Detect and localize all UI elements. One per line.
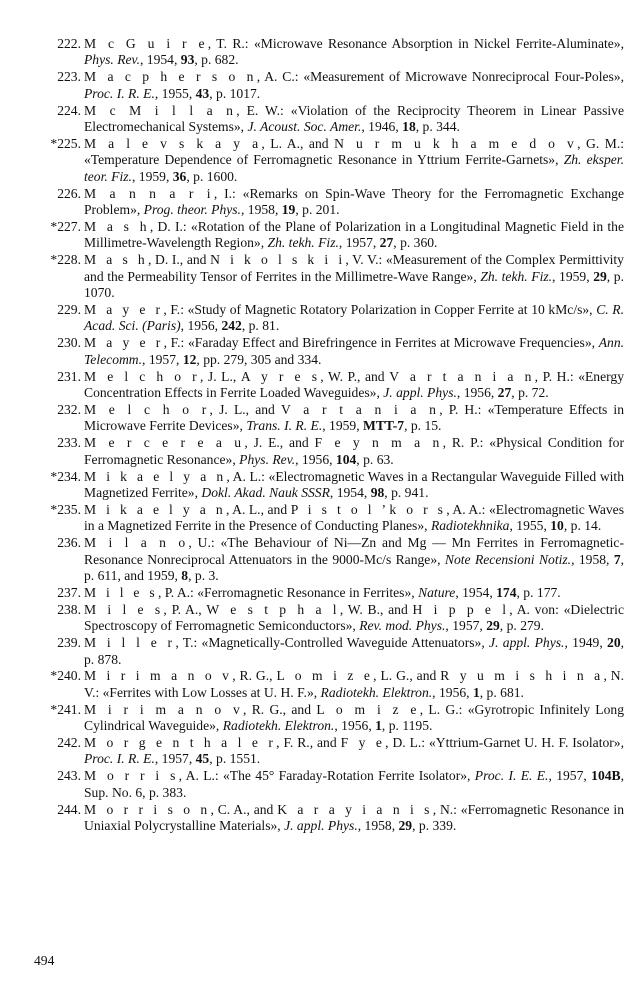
reference-text-run: , R. G., — [232, 668, 277, 684]
reference-number: *228. — [50, 252, 81, 268]
reference-text — [84, 802, 624, 835]
author-name: M c G u i r e — [84, 36, 208, 51]
journal-title: J. appl. Phys. — [383, 385, 457, 401]
reference-text — [84, 668, 624, 701]
reference-text-run: , A. L., and — [225, 501, 291, 517]
author-name: M o r g e n t h a l e r — [84, 735, 277, 751]
volume-number: 20 — [607, 635, 621, 651]
reference-text-run: , A. A.: «Electromagnetic Waves in a Magnetized Ferrite in the Presence of Conducting Planes», — [84, 501, 625, 534]
author-name: M i k a e l y a n — [84, 501, 226, 517]
volume-number: 36 — [172, 168, 187, 184]
reference-text-run: , V. V.: «Measurement of the Complex Permittivity and the Permeability Tensor of Ferrites in the Millimetre-Wave Range», — [84, 252, 624, 284]
reference-number: *241. — [50, 701, 81, 717]
reference-entry — [34, 103, 624, 136]
reference-text-run: , D. I., and — [147, 252, 211, 268]
journal-title: Rev. mod. Phys. — [359, 618, 446, 634]
volume-number: 29 — [593, 268, 607, 284]
reference-text-run: , A. L.: «The 45° Faraday-Rotation Ferrite Isolator», — [178, 768, 475, 784]
reference-text-run: , T. R.: «Microwave Resonance Absorption in Nickel Ferrite-Aluminate», — [207, 36, 624, 51]
reference-text-run: , p. 360. — [393, 235, 438, 251]
reference-number: 223. — [57, 69, 81, 85]
reference-number: 237. — [57, 584, 81, 600]
reference-text-run: , W. P., and — [320, 368, 390, 384]
journal-title: Radiotekh. Elektron. — [320, 684, 433, 700]
reference-text-run: , 1958, — [240, 202, 282, 218]
author-name: V a r t a n i a n — [281, 401, 440, 417]
journal-title: C. R. Acad. Sci. (Paris) — [84, 302, 624, 334]
author-name: M a y e r — [84, 302, 164, 317]
reference-text-run: , D. I.: «Rotation of the Plane of Polarization in a Longitudinal Magnetic Field in the Millimetre-Wavelength Region», — [84, 218, 624, 251]
author-name: M c M i l l a n — [84, 102, 237, 118]
reference-text-run: , E. W.: «Violation of the Reciprocity Theorem in Linear Passive Electromechanical Systems», — [84, 102, 624, 135]
author-name: H i p p e l — [412, 601, 510, 617]
volume-number: 19 — [281, 202, 296, 218]
reference-text — [84, 735, 624, 768]
author-name: P i s t o l ’k o r s — [290, 501, 447, 517]
journal-title: Phys. Rev. — [84, 52, 140, 68]
reference-text-run: , p. 1600. — [186, 168, 238, 184]
reference-text-run: , p. 81. — [241, 318, 280, 334]
reference-text-run: , p. 878. — [84, 635, 625, 667]
author-name: M e l c h o r — [84, 401, 210, 417]
reference-text-run: , p. 15. — [404, 418, 442, 434]
author-name: R y u m i s h i n a — [440, 668, 604, 684]
reference-text-run: , 1957, — [338, 235, 380, 251]
reference-text-run: , J. L., and — [209, 401, 282, 417]
reference-entry — [34, 69, 624, 102]
journal-title: Proc. I. R. E. — [84, 751, 155, 767]
reference-text-run: , I.: «Remarks on Spin-Wave Theory for the Ferromagnetic Exchange Problem», — [84, 185, 624, 218]
reference-text-run: , p. 72. — [511, 385, 549, 401]
journal-title: Zh. tekh. Fiz. — [267, 235, 339, 251]
reference-text-run: , p. 611, and 1959, — [84, 551, 625, 583]
author-name: M a s h — [84, 218, 150, 234]
reference-entry — [34, 668, 624, 701]
reference-text — [84, 103, 624, 136]
reference-text-run: , 1957, — [445, 618, 487, 634]
reference-text-run: , D. L.: «Yttrium-Garnet U. H. F. Isolator», — [385, 735, 625, 751]
reference-entry — [34, 702, 624, 735]
reference-entry — [34, 585, 624, 601]
author-name: N u r m u k h a m e d o v — [334, 135, 578, 151]
reference-text-run: , P. H.: «Energy Concentration Effects in Ferrite Loaded Waveguides», — [84, 368, 624, 401]
author-name: M i r i m a n o v — [84, 701, 244, 717]
page-number: 494 — [34, 953, 55, 968]
reference-text-run: , p. 201. — [295, 202, 340, 218]
reference-text-run: , A. von: «Dielectric Spectroscopy of Ferromagnetic Semiconductors», — [84, 601, 624, 634]
reference-entry — [34, 602, 624, 635]
reference-text-run: , N.: «Ferromagnetic Resonance in Uniaxial Polycrystalline Materials», — [84, 801, 624, 834]
journal-title: Phys. Rev. — [239, 451, 296, 467]
reference-text-run: , 1954, — [139, 52, 181, 68]
volume-number: 93 — [180, 52, 195, 68]
journal-title: Nature — [418, 584, 456, 600]
reference-text-run: , 1956, — [456, 385, 498, 401]
reference-text-run: , 1956, — [432, 684, 473, 700]
author-name: F e y n m a n — [314, 435, 443, 451]
reference-text-run: , R. P.: «Physical Condition for Ferromagnetic Resonance», — [84, 435, 624, 467]
author-name: M a s h — [84, 252, 148, 268]
volume-number: 43 — [195, 85, 210, 101]
volume-number: 29 — [486, 618, 500, 634]
reference-list — [34, 36, 624, 835]
author-name: M o r r i s o n — [84, 801, 211, 817]
journal-title: Prog. theor. Phys. — [143, 202, 241, 218]
author-name: M e r c e r e a u — [84, 435, 245, 451]
author-name: M a c p h e r s o n — [84, 69, 257, 85]
reference-text — [84, 502, 624, 535]
author-name: M e l c h o r — [84, 368, 200, 384]
reference-text — [84, 252, 624, 301]
reference-text — [84, 186, 624, 219]
author-name: L o m i z e — [316, 701, 420, 717]
reference-number: 229. — [57, 302, 81, 317]
reference-entry — [34, 469, 624, 502]
reference-number: *225. — [50, 135, 81, 151]
volume-number: 104B — [591, 768, 621, 784]
reference-text-run: , 1954, — [455, 584, 497, 600]
reference-text-run: , R. G., and — [243, 701, 317, 717]
reference-text-run: , pp. 279, 305 and 334. — [196, 351, 322, 367]
volume-number: 29 — [398, 818, 413, 834]
author-name: N i k o l s k i i — [210, 252, 346, 268]
reference-entry — [34, 186, 624, 219]
reference-number: *227. — [50, 218, 81, 234]
author-name: M i l l e r — [84, 635, 176, 651]
reference-text-run: , A. C.: «Measurement of Microwave Nonreciprocal Four-Poles», — [256, 69, 625, 85]
volume-number: 1 — [472, 684, 480, 700]
reference-text-run: , 1959, — [552, 268, 594, 284]
reference-entry — [34, 635, 624, 668]
author-name: M a n n a r i — [84, 185, 214, 201]
reference-text — [84, 435, 624, 468]
reference-entry — [34, 252, 624, 301]
reference-number: 239. — [57, 635, 81, 651]
reference-text-run: , A. L.: «Electromagnetic Waves in a Rectangular Waveguide Filled with Magnetized Ferrite», — [84, 468, 624, 500]
reference-entry — [34, 802, 624, 835]
reference-text-run: , P. A., — [163, 601, 207, 617]
journal-title: Zh. tekh. Fiz. — [480, 268, 553, 284]
reference-text-run: , 1959, — [322, 418, 364, 434]
reference-text-run: , p. 1195. — [381, 718, 433, 734]
reference-text — [84, 402, 624, 435]
reference-text-run: , L. A., and — [261, 135, 335, 151]
reference-text-run: , 1956, — [334, 718, 376, 734]
reference-text — [84, 602, 624, 635]
reference-number: 233. — [57, 435, 81, 451]
reference-text-run: , p. 681. — [479, 684, 524, 700]
reference-entry — [34, 302, 624, 335]
reference-entry — [34, 369, 624, 402]
author-name: M a y e r — [84, 335, 164, 351]
reference-text-run: , 1958, — [357, 818, 399, 834]
reference-text-run: , 1957, — [154, 751, 196, 767]
volume-number: 18 — [402, 119, 416, 135]
journal-title: J. appl. Phys. — [284, 818, 358, 834]
reference-number: 222. — [57, 36, 81, 51]
volume-number: 7 — [613, 551, 621, 567]
reference-number: 242. — [57, 735, 81, 751]
volume-number: 27 — [497, 385, 512, 401]
reference-text — [84, 768, 624, 801]
reference-entry — [34, 735, 624, 768]
reference-number: 226. — [57, 185, 81, 201]
reference-text-run: , 1956, — [180, 318, 222, 334]
reference-text-run: , P. H.: «Temperature Effects in Microwave Ferrite Devices», — [84, 401, 625, 434]
reference-text-run: , U.: «The Behaviour of Ni—Zn and Mg — Mn Ferrites in Ferromagnetic-Resonance Nonreciprocal Attenuators in the 9000-Mc/s Range», — [84, 535, 624, 567]
journal-title: Zh. eksper. teor. Fiz. — [84, 152, 624, 184]
reference-entry — [34, 435, 624, 468]
reference-entry — [34, 219, 624, 252]
reference-text-run: , C. A., and — [210, 801, 278, 817]
volume-number: 10 — [550, 518, 564, 534]
reference-text-run: , p. 941. — [384, 484, 429, 500]
author-name: M i l a n o — [84, 535, 189, 551]
reference-text-run: , 1957, — [548, 768, 592, 784]
journal-title: Ann. Telecomm. — [84, 335, 625, 367]
reference-text-run: , p. 339. — [412, 818, 457, 834]
reference-text-run: , N. V.: «Ferrites with Low Losses at U. H. F.», — [84, 668, 624, 700]
reference-entry — [34, 36, 624, 69]
author-name: K a r a y i a n i s — [277, 801, 433, 817]
reference-text-run: , p. 1017. — [209, 85, 261, 101]
journal-title: Radiotekh. Elektron. — [222, 718, 335, 734]
reference-text — [84, 469, 624, 502]
author-name: M i l e s — [84, 601, 164, 617]
reference-number: 244. — [57, 801, 81, 817]
reference-text-run: , L. G.: «Gyrotropic Infinitely Long Cylindrical Waveguide», — [84, 701, 625, 734]
journal-title: Trans. I. R. E. — [246, 418, 323, 434]
reference-entry — [34, 768, 624, 801]
reference-text-run: , 1958, — [571, 551, 614, 567]
volume-number: 98 — [370, 484, 385, 500]
reference-number: *234. — [50, 468, 81, 484]
reference-number: 232. — [57, 401, 81, 417]
reference-text-run: , p. 177. — [516, 584, 561, 600]
reference-text-run: , J. E., and — [244, 435, 315, 451]
reference-text — [84, 369, 624, 402]
reference-entry — [34, 335, 624, 368]
reference-text-run: , F.: «Study of Magnetic Rotatory Polarization in Copper Ferrite at 10 kMc/s», — [163, 302, 597, 317]
reference-text — [84, 702, 624, 735]
reference-text-run: , F.: «Faraday Effect and Birefringence in Ferrites at Microwave Frequencies», — [163, 335, 599, 351]
reference-text — [84, 535, 624, 584]
reference-text-run: , 1949, — [564, 635, 608, 651]
reference-text — [84, 335, 624, 368]
reference-text — [84, 585, 624, 601]
journal-title: Note Recensioni Notiz. — [444, 551, 572, 567]
reference-text — [84, 219, 624, 252]
author-name: F y e — [340, 735, 386, 751]
reference-text-run: , W. B., and — [339, 601, 413, 617]
author-name: W e s t p h a l — [206, 601, 340, 617]
reference-text — [84, 635, 624, 668]
volume-number: 8 — [181, 568, 189, 583]
volume-number: 12 — [182, 351, 197, 367]
reference-number: *240. — [50, 668, 81, 684]
reference-text-run: , L. G., and — [373, 668, 441, 684]
author-name: M a l e v s k a y a — [84, 135, 262, 151]
journal-title: Proc. I. R. E. — [84, 85, 155, 101]
reference-text-run: , P. A.: «Ferromagnetic Resonance in Ferrites», — [157, 584, 419, 600]
reference-text-run: , 1954, — [329, 484, 371, 500]
reference-text-run: , p. 63. — [356, 451, 394, 467]
reference-number: *235. — [50, 501, 81, 517]
reference-number: 230. — [57, 335, 81, 351]
reference-text-run: , G. M.: «Temperature Dependence of Ferromagnetic Resonance in Yttrium Ferrite-Garnets», — [84, 135, 624, 168]
reference-entry — [34, 402, 624, 435]
author-name: V a r t a n i a n — [389, 368, 535, 384]
reference-text-run: , J. L., — [199, 368, 241, 384]
reference-text-run: , p. 14. — [563, 518, 602, 534]
journal-title: Proc. I. E. E. — [474, 768, 549, 784]
reference-text — [84, 69, 624, 102]
author-name: M i k a e l y a n — [84, 468, 227, 484]
volume-number: 27 — [379, 235, 394, 251]
reference-text-run: , T.: «Magnetically-Controlled Waveguide Attenuators», — [175, 635, 490, 651]
reference-text-run: , F. R., and — [276, 735, 341, 751]
reference-number: 224. — [57, 102, 81, 118]
author-name: L o m i z e — [276, 668, 374, 684]
reference-text-run: , Sup. No. 6, p. 383. — [84, 768, 625, 800]
reference-number: 236. — [57, 535, 81, 551]
author-name: A y r e s — [240, 368, 321, 384]
reference-text-run: , 1946, — [361, 119, 403, 135]
reference-text-run: , 1955, — [154, 85, 196, 101]
volume-number: 1 — [375, 718, 382, 734]
reference-text-run: , p. 1070. — [84, 268, 624, 301]
journal-title: J. Acoust. Soc. Amer. — [247, 119, 362, 135]
reference-text-run: , 1957, — [142, 351, 183, 367]
author-name: M o r r i s — [84, 768, 179, 784]
reference-text-run: , p. 279. — [499, 618, 544, 634]
volume-number: 104 — [335, 451, 357, 467]
reference-text — [84, 302, 624, 335]
journal-title: Radiotekhnika — [430, 518, 510, 534]
volume-number: MTT-7 — [363, 418, 405, 434]
journal-title: Dokl. Akad. Nauk SSSR — [201, 484, 330, 500]
reference-number: 243. — [57, 768, 81, 784]
volume-number: 242 — [221, 318, 242, 334]
reference-text-run: , p. 1551. — [209, 751, 261, 767]
volume-number: 45 — [195, 751, 210, 767]
reference-text-run: , p. 682. — [194, 52, 239, 68]
reference-entry — [34, 136, 624, 185]
author-name: M i r i m a n o v — [84, 668, 233, 684]
reference-entry — [34, 535, 624, 584]
author-name: M i l e s — [84, 584, 158, 600]
journal-title: J. appl. Phys. — [489, 635, 565, 651]
reference-text — [84, 36, 624, 69]
reference-text-run: , 1956, — [295, 451, 336, 467]
reference-entry — [34, 502, 624, 535]
reference-text-run: , p. 3. — [188, 568, 219, 583]
reference-text-run: , 1955, — [509, 518, 551, 534]
reference-number: 238. — [57, 601, 81, 617]
reference-number: 231. — [57, 368, 81, 384]
reference-text-run: , p. 344. — [415, 119, 460, 135]
volume-number: 174 — [496, 584, 517, 600]
reference-text — [84, 136, 624, 185]
reference-text-run: , 1959, — [131, 168, 173, 184]
